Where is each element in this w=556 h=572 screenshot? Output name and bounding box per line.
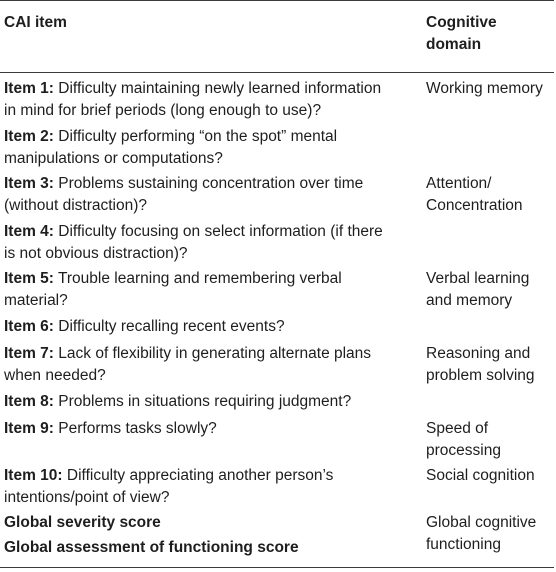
table-row-item-4 bbox=[4, 221, 404, 265]
header-domain-line1: Cognitive bbox=[426, 14, 497, 31]
header-cognitive-domain bbox=[426, 12, 497, 56]
table-row-item-6 bbox=[4, 316, 404, 338]
domain-working-memory bbox=[426, 78, 554, 100]
domain-line1: Speed of bbox=[426, 420, 489, 437]
domain-line1: Verbal learning bbox=[426, 270, 530, 287]
table-row-item-9 bbox=[4, 418, 404, 440]
domain-social-cognition bbox=[426, 465, 554, 487]
item-label: Item 2: bbox=[4, 128, 54, 145]
table-row-item-10 bbox=[4, 465, 404, 509]
table-row-global-severity bbox=[4, 512, 404, 534]
item-label: Item 5: bbox=[4, 270, 54, 287]
domain-line1: Attention/ bbox=[426, 175, 492, 192]
domain-line2: and memory bbox=[426, 292, 513, 309]
table-bottom-rule bbox=[0, 567, 554, 568]
table-row-item-7 bbox=[4, 343, 404, 387]
domain-reasoning bbox=[426, 343, 554, 387]
item-text-line1: Difficulty appreciating another person’s bbox=[62, 467, 334, 484]
table-row-item-3 bbox=[4, 173, 404, 217]
domain-line1: Reasoning and bbox=[426, 345, 531, 362]
table-row-item-2 bbox=[4, 126, 404, 170]
table-row-item-5 bbox=[4, 268, 404, 312]
domain-line1: Global cognitive bbox=[426, 514, 537, 531]
item-text-line2: (without distraction)? bbox=[4, 197, 148, 214]
domain-global-cognitive bbox=[426, 512, 554, 556]
item-text-line1: Difficulty focusing on select information (if there bbox=[53, 223, 383, 240]
item-text-line1: Problems in situations requiring judgment? bbox=[53, 393, 352, 410]
item-label: Item 3: bbox=[4, 175, 54, 192]
header-domain-line2: domain bbox=[426, 36, 482, 53]
header-cai-item: CAI item bbox=[4, 14, 67, 31]
item-text-line2: in mind for brief periods (long enough to use)? bbox=[4, 102, 322, 119]
item-text-line2: intentions/point of view? bbox=[4, 489, 170, 506]
item-text-line1: Trouble learning and remembering verbal bbox=[53, 270, 342, 287]
domain-line1: Social cognition bbox=[426, 467, 535, 484]
item-text-line2: manipulations or computations? bbox=[4, 150, 223, 167]
item-label: Item 4: bbox=[4, 223, 54, 240]
item-text-line2: when needed? bbox=[4, 367, 106, 384]
item-label: Item 10: bbox=[4, 467, 63, 484]
item-text-line1: Problems sustaining concentration over time bbox=[53, 175, 364, 192]
item-label: Global assessment of functioning score bbox=[4, 539, 299, 556]
table-row-global-functioning bbox=[4, 537, 404, 559]
domain-line1: Working memory bbox=[426, 80, 543, 97]
item-text-line2: material? bbox=[4, 292, 68, 309]
item-text-line1: Lack of flexibility in generating alternate plans bbox=[53, 345, 372, 362]
domain-verbal-learning bbox=[426, 268, 554, 312]
item-text-line1: Difficulty recalling recent events? bbox=[53, 318, 285, 335]
item-text-line1: Difficulty maintaining newly learned information bbox=[53, 80, 382, 97]
item-label: Item 8: bbox=[4, 393, 54, 410]
domain-line2: problem solving bbox=[426, 367, 535, 384]
header-rule bbox=[0, 72, 554, 73]
table-row-item-8 bbox=[4, 391, 404, 413]
table-row-item-1 bbox=[4, 78, 404, 122]
domain-line2: Concentration bbox=[426, 197, 523, 214]
table-top-rule bbox=[0, 0, 554, 1]
item-text-line1: Difficulty performing “on the spot” mental bbox=[53, 128, 338, 145]
domain-line2: processing bbox=[426, 442, 501, 459]
item-text-line2: is not obvious distraction)? bbox=[4, 245, 188, 262]
item-label: Item 7: bbox=[4, 345, 54, 362]
item-label: Item 1: bbox=[4, 80, 54, 97]
item-text-line1: Performs tasks slowly? bbox=[53, 420, 217, 437]
domain-speed bbox=[426, 418, 554, 462]
item-label: Global severity score bbox=[4, 514, 161, 531]
item-label: Item 6: bbox=[4, 318, 54, 335]
domain-line2: functioning bbox=[426, 536, 501, 553]
domain-attention bbox=[426, 173, 554, 217]
item-label: Item 9: bbox=[4, 420, 54, 437]
